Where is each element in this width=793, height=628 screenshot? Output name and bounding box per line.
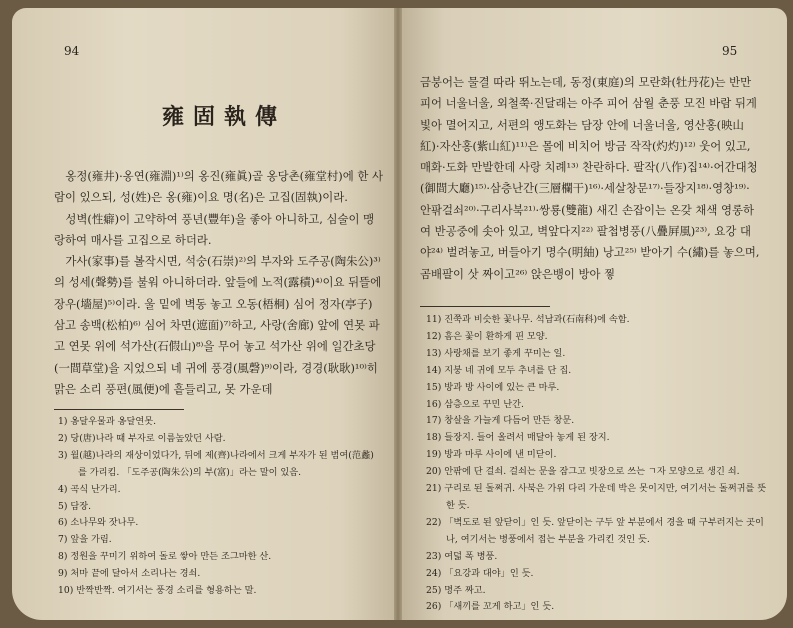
footnote: 4) 곡식 난가리. [58, 483, 121, 495]
page-number: 95 [722, 44, 738, 58]
footnote: 5) 담장. [58, 500, 92, 512]
footnote-divider [420, 306, 550, 307]
footnote: 14) 지붕 네 귀에 모두 추녀를 단 집. [426, 364, 572, 376]
page-number: 94 [64, 44, 80, 58]
footnote: 9) 처마 끝에 달아서 소리나는 경쇠. [58, 568, 201, 580]
footnote: 19) 방과 마루 사이에 낸 미닫이. [426, 449, 557, 461]
footnote: 21) 구리로 된 돌쩌귀. 사북은 가위 다리 가운데 박은 못이지만, 여기서는 돌쩌귀를 뜻한 듯. [426, 483, 767, 511]
footnote: 1) 옹달우물과 옹달연못. [58, 416, 157, 427]
footnote: 2) 당(唐)나라 때 부자로 이름높았던 사람. [58, 432, 226, 444]
paragraph: 옹정(雍井)·옹연(雍淵)¹⁾의 옹진(雍眞)골 옹당촌(雍堂村)에 한 사람이 있으되, 성(姓)은 옹(雍)이요 명(名)은 고집(固執)이라. [54, 169, 383, 205]
footnote: 17) 창살을 가늘게 다듬어 만든 창문. [426, 415, 575, 427]
story-title: 雍固執傳 [162, 104, 287, 130]
footnote-divider [54, 409, 184, 410]
body-text [420, 72, 760, 285]
left-page [12, 8, 398, 620]
footnote: 24) 「요강과 대야」인 듯. [426, 567, 534, 579]
footnote: 20) 안팎에 단 걸쇠. 걸쇠는 문을 잠그고 빗장으로 쓰는 ㄱ자 모양으로 생긴 쇠. [426, 466, 740, 478]
footnote-list [426, 312, 772, 616]
footnote: 8) 정원을 꾸미기 위하여 돌로 쌓아 만든 조그마한 산. [58, 551, 272, 563]
footnote-list [58, 414, 378, 600]
paragraph: 금붕어는 물결 따라 뛰노는데, 동정(東庭)의 모란화(牡丹花)는 반만 피어 너울너울, 외철쭉·진달래는 아주 피어 삼월 춘풍 모진 바람 뒤게 빛아 멸어지고, 서편의 앵도화는 담장 안에 너울너울, 영산홍(映山紅)·자산홍(紫山紅)¹¹⁾은 몰에 비치어 방금 작작(灼灼)¹²⁾ 웃어 있고, 매화·도화 만발한데 사랑 치례¹³⁾ 찬란하다. 팔작(八作)집¹⁴⁾·어간대청(御間大廳)¹⁵⁾·삼층난간(三層欄干)¹⁶⁾·세살창문¹⁷⁾·들장지¹⁸⁾·영창¹⁹⁾·안팎걸쇠²⁰⁾·구리사북²¹⁾·쌍룡(雙龍) 새긴 손잡이는 온갖 채색 영롱하여 반공중에 솟아 있고, 벽앞다지²²⁾ 팔첩병풍(八疊屛風)²³⁾, 요강 대야²⁴⁾ 벌려놓고, 버들아기 명수(明紬) 낭고²⁵⁾ 받아기 수(繡)를 놓으며, 곰배팔이 삿 짜이고²⁶⁾ 앉은뱅이 방아 찧 [420, 75, 760, 281]
footnote: 12) 흠은 꽃이 환하게 핀 모양. [426, 330, 548, 342]
footnote: 22) 「벽도로 된 앞닫이」인 듯. 앞닫이는 구두 앞 부분에서 경을 때 구부러지는 곳이나, 여기서는 병풍에서 접는 부분을 가리킨 것인 듯. [426, 516, 764, 545]
body-text [54, 166, 384, 400]
footnote: 16) 삼층으로 꾸민 난간. [426, 398, 524, 410]
footnote: 3) 월(越)나라의 재상이었다가, 뒤에 제(齊)나라에서 크게 부자가 된 범여(范蠡)를 가리킴. 「도주공(陶朱公)의 부(富)」라는 말이 있음. [58, 449, 374, 478]
footnote: 7) 앞을 가림. [58, 534, 112, 546]
right-page [398, 8, 787, 620]
footnote: 23) 여덟 폭 병풍. [426, 550, 498, 562]
footnote: 6) 소나무와 잣나무. [58, 517, 139, 529]
paragraph: 가사(家事)를 볼작시면, 석숭(石崇)²⁾의 부자와 도주공(陶朱公)³⁾의 성세(聲勢)를 불워 아니하더라. 앞들에 노적(露積)⁴⁾이요 뒤뜰에 장우(墻屋)⁵⁾이라. 울 밑에 벽동 놓고 오동(梧桐) 심어 정자(亭子) 삼고 송백(松柏)⁶⁾ 심어 차면(遮面)⁷⁾하고, 사랑(舍廊) 앞에 연못 파고 연못 위에 석가산(石假山)⁸⁾을 무어 놓고 석가산 위에 일간초당(一間草堂)을 지었으되 네 귀에 풍경(風磬)⁹⁾이라, 경경(耿耿)¹⁰⁾히 맑은 소리 풍편(風便)에 흩들리고, 못 가운데 [54, 254, 382, 396]
paragraph: 성벽(性癖)이 고약하여 풍년(豐年)을 좋아 아니하고, 심술이 맹랑하여 매사를 고집으로 하더라. [54, 211, 375, 247]
footnote: 11) 진쭉과 비슷한 꽃나무. 석남과(石南科)에 속함. [426, 314, 630, 325]
footnote: 26) 「새끼를 꼬게 하고」인 듯. [426, 601, 555, 613]
footnote: 10) 반짝반짝. 여기서는 풍경 소리를 형용하는 말. [58, 585, 257, 597]
footnote: 18) 들장지. 들어 올려서 매달아 놓게 된 장지. [426, 432, 610, 444]
footnote: 15) 방과 방 사이에 있는 큰 마루. [426, 381, 560, 393]
book-gutter [394, 8, 402, 620]
footnote: 25) 명주 짜고. [426, 584, 486, 596]
footnote: 13) 사랑채를 보기 좋게 꾸미는 일. [426, 347, 566, 359]
